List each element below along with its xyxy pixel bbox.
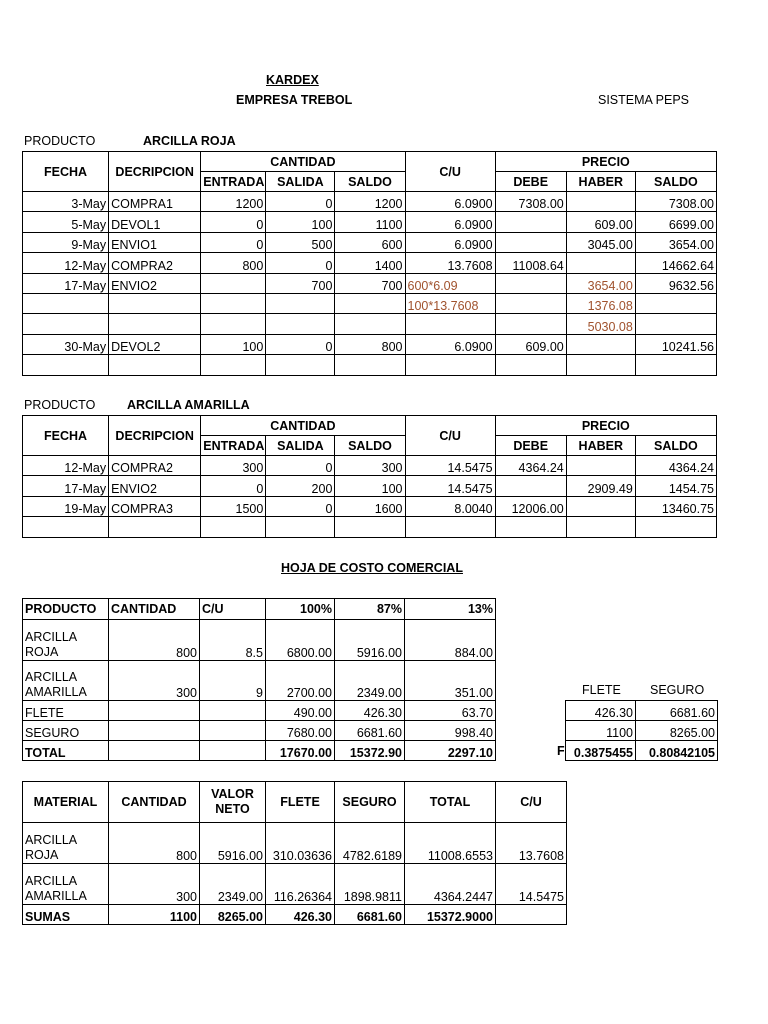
cell-saldo: 100 (335, 476, 405, 496)
side-cell: 6681.60 (636, 701, 718, 721)
cell-entrada: 300 (201, 456, 266, 476)
cell-entrada: 0 (201, 212, 266, 232)
hoja-cell (200, 741, 266, 761)
system-name: SISTEMA PEPS (598, 93, 690, 107)
cell-cu (405, 517, 495, 537)
header-cu: C/U (405, 152, 495, 192)
header-salida: SALIDA (266, 172, 335, 192)
table-row (23, 905, 567, 925)
cell-salida (266, 517, 335, 537)
hoja-cell: 17670.00 (266, 741, 335, 761)
cell-desc (109, 293, 201, 313)
table-row (23, 232, 717, 252)
cell-saldo2 (635, 314, 716, 334)
cell-saldo: 1600 (335, 496, 405, 516)
header-saldo-precio: SALDO (635, 436, 716, 456)
cell-debe (495, 293, 566, 313)
cell-cu: 13.7608 (405, 253, 495, 273)
header-descripcion: DECRIPCION (109, 416, 201, 456)
hoja-cell (109, 721, 200, 741)
cell-haber: 5030.08 (566, 314, 635, 334)
hoja-cell: 490.00 (266, 701, 335, 721)
cell-saldo2 (635, 517, 716, 537)
cell-cu: 8.0040 (405, 496, 495, 516)
cell-salida: 0 (266, 496, 335, 516)
cell-desc: COMPRA1 (109, 192, 201, 212)
product-label: PRODUCTO (24, 398, 96, 412)
cell-debe (495, 212, 566, 232)
cell-saldo2: 3654.00 (635, 232, 716, 252)
hoja-cell: 800 (109, 620, 200, 661)
hoja-total-label: TOTAL (23, 741, 109, 761)
cell-cu: 6.0900 (405, 334, 495, 354)
cell-salida (266, 355, 335, 375)
cell-cu: 6.0900 (405, 192, 495, 212)
hoja-header-cu: C/U (200, 599, 266, 620)
cell-salida: 700 (266, 273, 335, 293)
header-haber: HABER (566, 436, 635, 456)
cell-desc (109, 314, 201, 334)
header-entrada: ENTRADA (201, 436, 266, 456)
cell-saldo2: 7308.00 (635, 192, 716, 212)
mat-cell: 13.7608 (496, 823, 567, 864)
cell-haber: 1376.08 (566, 293, 635, 313)
kardex-title: KARDEX (266, 73, 319, 87)
cell-desc: ENVIO1 (109, 232, 201, 252)
hoja-costo-title: HOJA DE COSTO COMERCIAL (281, 561, 463, 575)
table-row (23, 293, 717, 313)
cell-entrada (201, 293, 266, 313)
cell-haber (566, 355, 635, 375)
header-salida: SALIDA (266, 436, 335, 456)
cell-debe (495, 314, 566, 334)
hoja-cell (200, 721, 266, 741)
hoja-cell: FLETE (23, 701, 109, 721)
hoja-cell (109, 701, 200, 721)
side-cell: 1100 (566, 721, 636, 741)
product-name: ARCILLA AMARILLA (127, 398, 250, 412)
cell-saldo (335, 355, 405, 375)
hoja-cell: 9 (200, 661, 266, 701)
cell-saldo: 1400 (335, 253, 405, 273)
side-cell: 0.80842105 (636, 741, 718, 761)
mat-cell: 4782.6189 (335, 823, 405, 864)
mat-cell: 6681.60 (335, 905, 405, 925)
cell-entrada (201, 355, 266, 375)
cell-debe: 7308.00 (495, 192, 566, 212)
cell-salida (266, 293, 335, 313)
mat-cell: ARCILLA AMARILLA (23, 864, 109, 905)
cell-desc: COMPRA3 (109, 496, 201, 516)
hoja-cell: SEGURO (23, 721, 109, 741)
cell-entrada (201, 314, 266, 334)
cell-salida (266, 314, 335, 334)
cell-saldo: 1100 (335, 212, 405, 232)
cell-debe: 609.00 (495, 334, 566, 354)
header-haber: HABER (566, 172, 635, 192)
cell-fecha: 3-May (23, 192, 109, 212)
cell-fecha: 17-May (23, 476, 109, 496)
hoja-header-producto: PRODUCTO (23, 599, 109, 620)
cell-entrada (201, 517, 266, 537)
cell-cu: 14.5475 (405, 476, 495, 496)
table-row (23, 273, 717, 293)
hoja-cell: 6800.00 (266, 620, 335, 661)
cell-entrada: 1500 (201, 496, 266, 516)
header-fecha: FECHA (23, 152, 109, 192)
cell-salida: 500 (266, 232, 335, 252)
mat-cell: 116.26364 (266, 864, 335, 905)
table-row (23, 476, 717, 496)
hoja-header-87: 87% (335, 599, 405, 620)
side-cell: 426.30 (566, 701, 636, 721)
cell-saldo (335, 517, 405, 537)
table-row (23, 192, 717, 212)
cell-fecha (23, 517, 109, 537)
cell-fecha: 12-May (23, 253, 109, 273)
cell-cu: 600*6.09 (405, 273, 495, 293)
table-row (23, 721, 496, 741)
company-name: EMPRESA TREBOL (236, 93, 353, 107)
cell-cu (405, 355, 495, 375)
cell-cu: 100*13.7608 (405, 293, 495, 313)
hoja-cell: 351.00 (405, 661, 496, 701)
cell-fecha: 17-May (23, 273, 109, 293)
hoja-header-100: 100% (266, 599, 335, 620)
side-cell: 0.3875455 (566, 741, 636, 761)
cell-fecha (23, 314, 109, 334)
table-row (23, 456, 717, 476)
product-label: PRODUCTO (24, 134, 96, 148)
cell-saldo2: 14662.64 (635, 253, 716, 273)
mat-cell: 426.30 (266, 905, 335, 925)
header-entrada: ENTRADA (201, 172, 266, 192)
table-row (23, 864, 567, 905)
mat-cell: 15372.9000 (405, 905, 496, 925)
cell-fecha: 5-May (23, 212, 109, 232)
cell-saldo (335, 314, 405, 334)
kardex-table-arcilla-amarilla (22, 415, 717, 538)
mat-cell: 1898.9811 (335, 864, 405, 905)
hoja-cell: 2297.10 (405, 741, 496, 761)
mat-header-seguro: SEGURO (335, 782, 405, 823)
mat-cell (496, 905, 567, 925)
cell-saldo: 300 (335, 456, 405, 476)
header-debe: DEBE (495, 436, 566, 456)
cell-debe: 12006.00 (495, 496, 566, 516)
header-precio: PRECIO (495, 152, 716, 172)
cell-entrada: 0 (201, 232, 266, 252)
hoja-cell: 998.40 (405, 721, 496, 741)
cell-saldo2: 9632.56 (635, 273, 716, 293)
cell-desc: DEVOL1 (109, 212, 201, 232)
cell-saldo: 800 (335, 334, 405, 354)
cell-haber (566, 496, 635, 516)
cell-debe (495, 273, 566, 293)
table-row (23, 253, 717, 273)
hoja-cell: 15372.90 (335, 741, 405, 761)
cell-debe (495, 517, 566, 537)
mat-cell: 4364.2447 (405, 864, 496, 905)
table-row (23, 496, 717, 516)
cell-saldo2: 13460.75 (635, 496, 716, 516)
product-name: ARCILLA ROJA (143, 134, 236, 148)
mat-cell: 14.5475 (496, 864, 567, 905)
hoja-cell (109, 741, 200, 761)
hoja-cell: 2349.00 (335, 661, 405, 701)
side-seguro-label: SEGURO (650, 683, 705, 697)
mat-cell: 300 (109, 864, 200, 905)
hoja-cell: 300 (109, 661, 200, 701)
cell-haber: 609.00 (566, 212, 635, 232)
cell-debe (495, 355, 566, 375)
cell-salida: 0 (266, 192, 335, 212)
cell-desc: DEVOL2 (109, 334, 201, 354)
hoja-cell: 7680.00 (266, 721, 335, 741)
cell-desc: ENVIO2 (109, 476, 201, 496)
cell-fecha (23, 355, 109, 375)
hoja-cell: 884.00 (405, 620, 496, 661)
mat-cell: 2349.00 (200, 864, 266, 905)
mat-cell: ARCILLA ROJA (23, 823, 109, 864)
hoja-cell: 6681.60 (335, 721, 405, 741)
cell-cu: 6.0900 (405, 212, 495, 232)
cell-cu: 14.5475 (405, 456, 495, 476)
mat-header-cu: C/U (496, 782, 567, 823)
cell-haber: 3654.00 (566, 273, 635, 293)
table-row (23, 661, 496, 701)
hoja-cell (200, 701, 266, 721)
cell-desc (109, 355, 201, 375)
side-prorrateo-table (565, 700, 718, 761)
cell-desc (109, 517, 201, 537)
cell-saldo2: 4364.24 (635, 456, 716, 476)
cell-haber (566, 334, 635, 354)
cell-desc: COMPRA2 (109, 456, 201, 476)
hoja-costo-table (22, 598, 496, 761)
cell-entrada: 100 (201, 334, 266, 354)
mat-cell: 1100 (109, 905, 200, 925)
cell-entrada: 800 (201, 253, 266, 273)
cell-saldo2: 1454.75 (635, 476, 716, 496)
table-row (23, 212, 717, 232)
kardex-table-arcilla-roja (22, 151, 717, 376)
table-row (23, 355, 717, 375)
header-saldo: SALDO (335, 436, 405, 456)
cell-haber (566, 517, 635, 537)
cell-salida: 100 (266, 212, 335, 232)
header-cantidad: CANTIDAD (201, 416, 405, 436)
cell-haber: 2909.49 (566, 476, 635, 496)
cell-saldo: 600 (335, 232, 405, 252)
cell-cu: 6.0900 (405, 232, 495, 252)
cell-entrada (201, 273, 266, 293)
table-row (23, 517, 717, 537)
hoja-cell: 426.30 (335, 701, 405, 721)
cell-salida: 0 (266, 334, 335, 354)
cell-salida: 0 (266, 253, 335, 273)
cell-fecha: 12-May (23, 456, 109, 476)
cell-saldo (335, 293, 405, 313)
table-row (23, 334, 717, 354)
hoja-header-13: 13% (405, 599, 496, 620)
hoja-header-cantidad: CANTIDAD (109, 599, 200, 620)
header-debe: DEBE (495, 172, 566, 192)
cell-debe: 4364.24 (495, 456, 566, 476)
mat-cell: 310.03636 (266, 823, 335, 864)
table-row (23, 314, 717, 334)
mat-header-total: TOTAL (405, 782, 496, 823)
hoja-cell: ARCILLA AMARILLA (23, 661, 109, 701)
materiales-table (22, 781, 567, 925)
header-cu: C/U (405, 416, 495, 456)
cell-saldo: 1200 (335, 192, 405, 212)
cell-salida: 0 (266, 456, 335, 476)
table-row (23, 823, 567, 864)
cell-fecha: 19-May (23, 496, 109, 516)
table-row (23, 620, 496, 661)
cell-salida: 200 (266, 476, 335, 496)
cell-entrada: 0 (201, 476, 266, 496)
mat-sumas-label: SUMAS (23, 905, 109, 925)
hoja-cell: 5916.00 (335, 620, 405, 661)
mat-cell: 800 (109, 823, 200, 864)
header-precio: PRECIO (495, 416, 716, 436)
header-descripcion: DECRIPCION (109, 152, 201, 192)
hoja-cell: 63.70 (405, 701, 496, 721)
cell-haber (566, 456, 635, 476)
side-flete-label: FLETE (582, 683, 621, 697)
side-factor-label: F (557, 744, 565, 758)
table-row (23, 701, 496, 721)
hoja-cell: 2700.00 (266, 661, 335, 701)
cell-debe: 11008.64 (495, 253, 566, 273)
mat-cell: 11008.6553 (405, 823, 496, 864)
hoja-cell: ARCILLA ROJA (23, 620, 109, 661)
cell-fecha: 9-May (23, 232, 109, 252)
header-saldo: SALDO (335, 172, 405, 192)
cell-cu (405, 314, 495, 334)
cell-saldo: 700 (335, 273, 405, 293)
cell-entrada: 1200 (201, 192, 266, 212)
cell-desc: ENVIO2 (109, 273, 201, 293)
cell-haber: 3045.00 (566, 232, 635, 252)
header-saldo-precio: SALDO (635, 172, 716, 192)
cell-haber (566, 253, 635, 273)
cell-fecha (23, 293, 109, 313)
header-cantidad: CANTIDAD (201, 152, 405, 172)
cell-desc: COMPRA2 (109, 253, 201, 273)
mat-header-material: MATERIAL (23, 782, 109, 823)
table-row (23, 741, 496, 761)
cell-saldo2: 6699.00 (635, 212, 716, 232)
mat-header-cantidad: CANTIDAD (109, 782, 200, 823)
cell-debe (495, 476, 566, 496)
cell-fecha: 30-May (23, 334, 109, 354)
header-fecha: FECHA (23, 416, 109, 456)
cell-saldo2 (635, 293, 716, 313)
mat-header-valor-neto: VALOR NETO (200, 782, 266, 823)
mat-header-flete: FLETE (266, 782, 335, 823)
hoja-cell: 8.5 (200, 620, 266, 661)
cell-debe (495, 232, 566, 252)
cell-haber (566, 192, 635, 212)
mat-cell: 8265.00 (200, 905, 266, 925)
cell-saldo2 (635, 355, 716, 375)
side-cell: 8265.00 (636, 721, 718, 741)
cell-saldo2: 10241.56 (635, 334, 716, 354)
mat-cell: 5916.00 (200, 823, 266, 864)
